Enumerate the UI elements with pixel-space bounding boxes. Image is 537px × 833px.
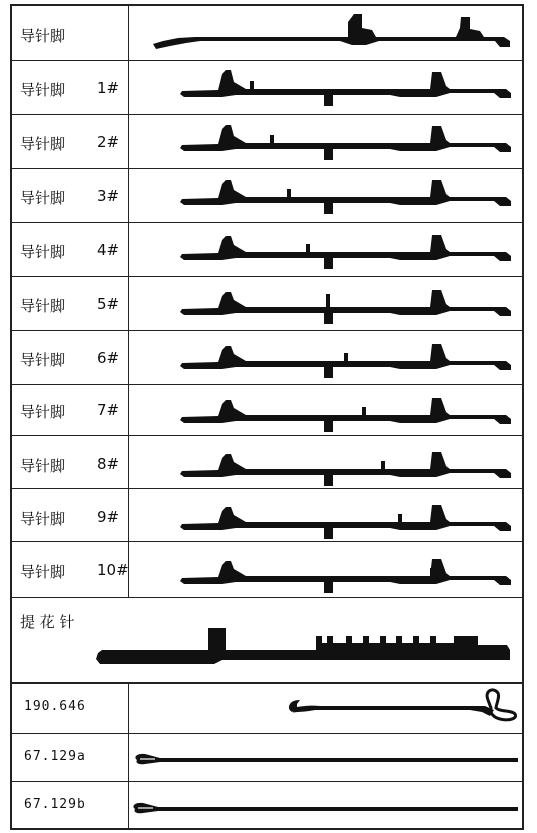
label-number: 6#: [97, 349, 120, 367]
label-text: 导针脚: [20, 189, 66, 207]
label-text: 导针脚: [20, 135, 66, 153]
needle-67-129a-silhouette: [135, 754, 518, 764]
label-text: 导针脚: [20, 243, 66, 261]
label-number: 5#: [97, 295, 120, 313]
needle-67-129b-silhouette: [133, 803, 518, 813]
label-number: 9#: [97, 508, 120, 526]
label-text: 导针脚: [20, 81, 66, 99]
label-number: 3#: [97, 187, 120, 205]
label-text: 导针脚: [20, 563, 66, 581]
needle-190-646-silhouette: [290, 690, 516, 720]
jacquard-needle-silhouette: [96, 628, 510, 664]
label-number: 1#: [97, 79, 120, 97]
label-text: 导针脚: [20, 403, 66, 421]
label-text: 导针脚: [20, 27, 66, 45]
label-text: 提 花 针: [20, 613, 75, 631]
label-text: 导针脚: [20, 457, 66, 475]
label-text: 导针脚: [20, 510, 66, 528]
label-number: 7#: [97, 401, 120, 419]
label-number: 8#: [97, 455, 120, 473]
label-text: 导针脚: [20, 351, 66, 369]
label-number: 2#: [97, 133, 120, 151]
label-text: 导针脚: [20, 297, 66, 315]
label-text: 190.646: [24, 699, 86, 714]
label-text: 67.129b: [24, 797, 86, 812]
label-number: 10#: [97, 561, 129, 579]
label-text: 67.129a: [24, 749, 86, 764]
label-number: 4#: [97, 241, 120, 259]
